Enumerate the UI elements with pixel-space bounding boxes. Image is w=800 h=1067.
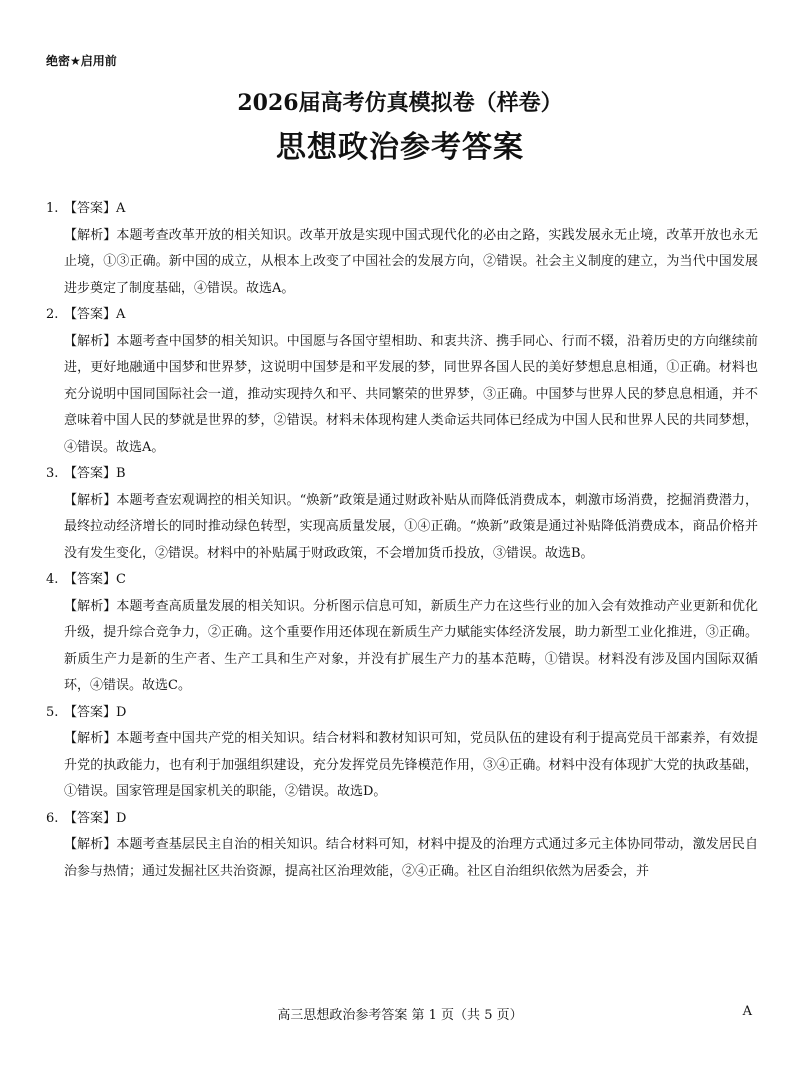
paper-version-tag: A [742,1004,752,1019]
explanation: 【解析】本题考查宏观调控的相关知识。“焕新”政策是通过财政补贴从而降低消费成本，刺激市场消费，挖掘消费潜力，最终拉动经济增长的同时推动绿色转型，实现高质量发展，①④正确。“焕新”政策是通过补贴降低消费成本，商品价格并没有发生变化，②错误。材料中的补贴属于财政政策，不会增加货币投放，③错误。故选B。 [64,492,758,561]
question-number: 1. [46,201,59,216]
answer-label: 【答案】C [64,572,126,587]
question-number: 2. [46,307,59,322]
explanation: 【解析】本题考查基层民主自治的相关知识。结合材料可知，材料中提及的治理方式通过多元主体协同带动，激发居民自治参与热情；通过发掘社区共治资源，提高社区治理效能，②④正确。社区自治组织依然为居委会，并 [64,837,758,879]
question-2 [46,302,758,461]
question-number: 6. [46,810,59,826]
answer-label: 【答案】B [64,466,126,481]
question-1 [46,196,758,302]
answer-label: 【答案】A [64,307,126,322]
question-number: 3. [46,466,59,481]
explanation: 【解析】本题考查中国共产党的相关知识。结合材料和教材知识可知，党员队伍的建设有利于提高党员干部素养，有效提升党的执政能力，也有利于加强组织建设，充分发挥党员先锋模范作用，③④正确。材料中没有体现扩大党的执政基础，①错误。国家管理是国家机关的职能，②错误。故选D。 [64,731,758,799]
question-3 [46,461,758,567]
answer-label: 【答案】D [64,704,127,720]
question-5 [46,700,758,806]
question-4 [46,567,758,700]
explanation: 【解析】本题考查改革开放的相关知识。改革开放是实现中国式现代化的必由之路，实践发展永无止境，改革开放也永无止境，①③正确。新中国的成立，从根本上改变了中国社会的发展方向，②错误。社会主义制度的建立，为当代中国发展进步奠定了制度基础，④错误。故选A。 [64,227,758,296]
question-number: 4. [46,572,59,587]
answer-label: 【答案】A [64,201,126,216]
page-title: 思想政治参考答案 [276,130,524,165]
explanation: 【解析】本题考查中国梦的相关知识。中国愿与各国守望相助、和衷共济、携手同心、行而不辍，沿着历史的方向继续前进，更好地融通中国梦和世界梦，这说明中国梦是和平发展的梦，同世界各国人民的美好梦想息息相通，①正确。材料也充分说明中国同国际社会一道，推动实现持久和平、共同繁荣的世界梦，③正确。中国梦与世界人民的梦息息相通，并不意味着中国人民的梦就是世界的梦，②错误。材料未体现构建人类命运共同体已经成为中国人民和世界人民的共同梦想，④错误。故选A。 [64,333,758,455]
answer-list [46,196,758,885]
question-number: 5. [46,704,59,720]
explanation: 【解析】本题考查高质量发展的相关知识。分析图示信息可知，新质生产力在这些行业的加入会有效推动产业更新和优化升级，提升综合竞争力，②正确。这个重要作用还体现在新质生产力赋能实体经济发展，助力新型工业化推进，③正确。新质生产力是新的生产者、生产工具和生产对象，并没有扩展生产力的基本范畴，①错误。材料没有涉及国内国际双循环，④错误。故选C。 [64,598,758,693]
answer-label: 【答案】D [64,810,127,826]
page-footer: 高三思想政治参考答案 第 1 页（共 5 页） [277,1008,523,1023]
question-6 [46,806,758,886]
confidential-label: 绝密★启用前 [46,54,117,68]
exam-title: 2026届高考仿真模拟卷（样卷） [237,90,563,116]
